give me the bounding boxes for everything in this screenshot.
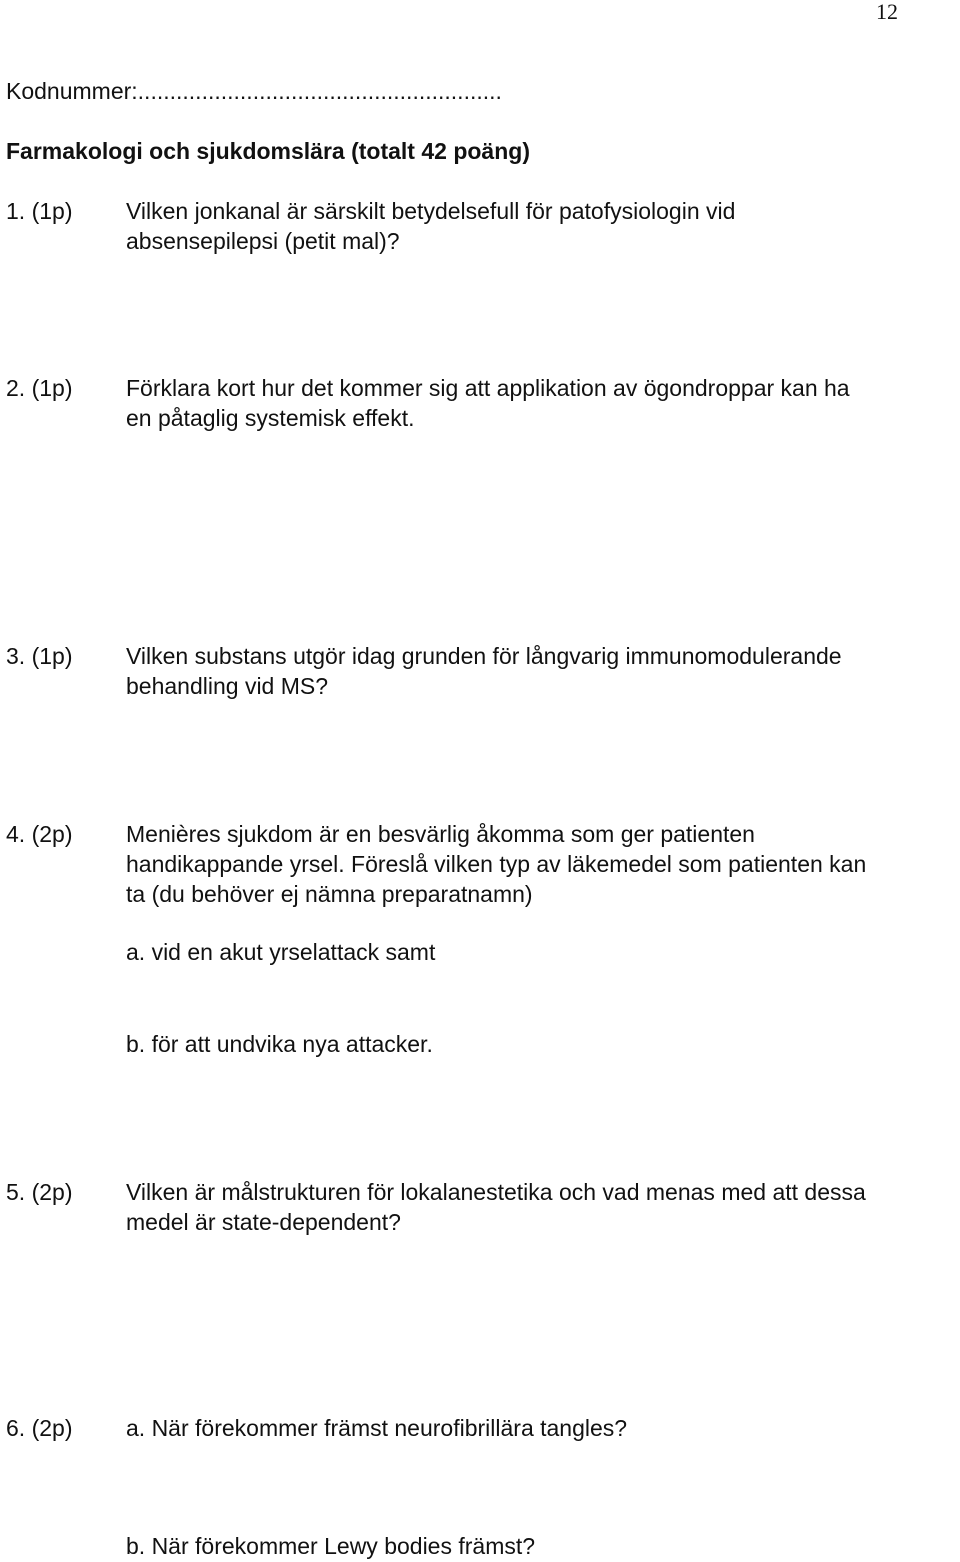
question-6-sub-b: b. När förekommer Lewy bodies främst?: [126, 1533, 536, 1559]
page-number: 12: [876, 0, 898, 24]
question-2: [6, 373, 956, 433]
question-text: Vilken substans utgör idag grunden för långvarig immunomodulerande behandling vid MS?: [126, 643, 842, 699]
question-number: 5. (2p): [6, 1179, 73, 1205]
section-title: Farmakologi och sjukdomslära (totalt 42 poäng): [6, 138, 530, 164]
question-number: 3. (1p): [6, 643, 73, 669]
question-1: [6, 196, 956, 256]
question-4-sub-b: b. för att undvika nya attacker.: [126, 1031, 433, 1057]
question-text: a. När förekommer främst neurofibrillära tangles?: [126, 1415, 628, 1441]
question-number: 1. (1p): [6, 198, 73, 224]
code-number-field: Kodnummer:.........................................................: [6, 78, 502, 104]
question-number: 6. (2p): [6, 1415, 73, 1441]
question-4-sub-a: a. vid en akut yrselattack samt: [126, 939, 436, 965]
question-3: [6, 641, 956, 701]
question-text: Vilken är målstrukturen för lokalanestetika och vad menas med att dessa medel är state-dependent?: [126, 1179, 866, 1235]
question-5: [6, 1177, 956, 1237]
question-text: Förklara kort hur det kommer sig att applikation av ögondroppar kan ha en påtaglig systemisk effekt.: [126, 375, 850, 431]
question-text: Menières sjukdom är en besvärlig åkomma som ger patienten handikappande yrsel. Föreslå vilken typ av läkemedel som patienten kan ta (du behöver ej nämna preparatnamn): [126, 821, 867, 907]
question-6: [6, 1413, 956, 1443]
question-text: Vilken jonkanal är särskilt betydelsefull för patofysiologin vid absensepilepsi (petit mal)?: [126, 198, 736, 254]
question-number: 2. (1p): [6, 375, 73, 401]
question-4: [6, 819, 956, 909]
question-number: 4. (2p): [6, 821, 73, 847]
